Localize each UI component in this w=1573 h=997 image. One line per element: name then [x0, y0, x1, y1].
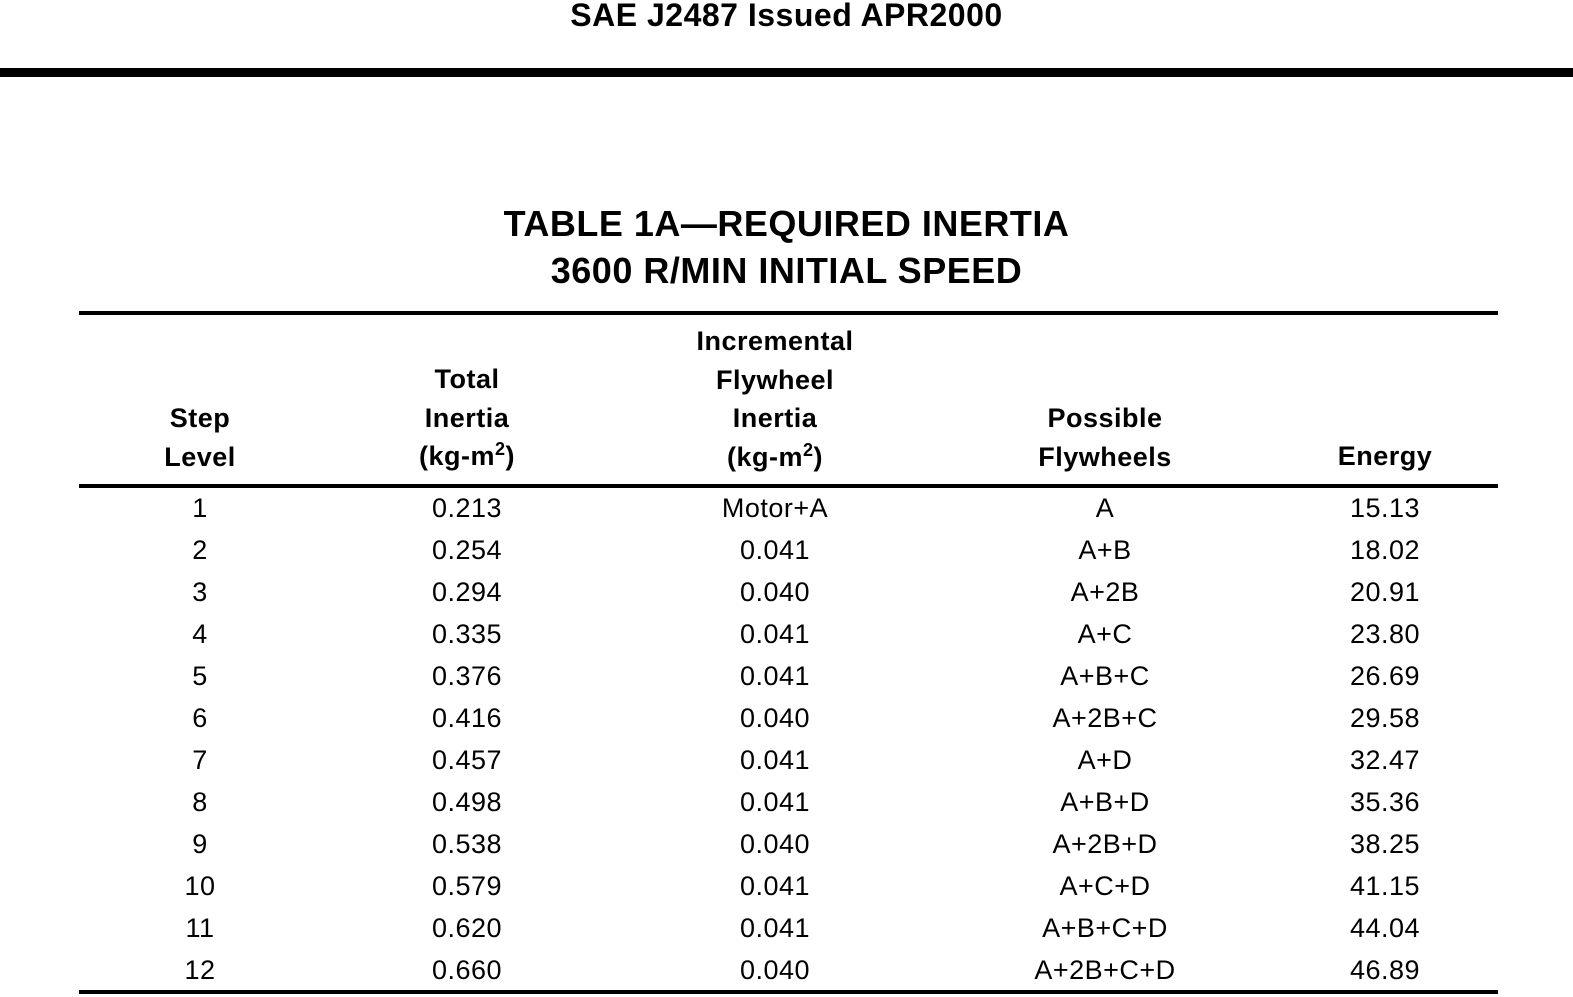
- cell-incremental-inertia: 0.041: [739, 619, 811, 649]
- table-row: [0, 529, 1573, 571]
- table-row: [0, 949, 1573, 991]
- unit-text: (kg-m: [418, 441, 495, 471]
- header-unit: [650, 438, 900, 477]
- header-line: Inertia: [732, 403, 818, 433]
- cell-step-level: 1: [192, 493, 208, 523]
- cell-energy: 44.04: [1349, 913, 1421, 943]
- unit-text: (kg-m: [726, 441, 803, 472]
- cell-total-inertia: 0.213: [431, 493, 503, 523]
- cell-incremental-inertia: 0.041: [739, 913, 811, 943]
- cell-total-inertia: 0.335: [431, 619, 503, 649]
- table-row: [0, 781, 1573, 823]
- cell-incremental-inertia: 0.041: [739, 661, 811, 691]
- table-bottom-rule: [79, 990, 1498, 994]
- cell-possible-flywheels: A+C: [1077, 619, 1133, 649]
- cell-incremental-inertia: Motor+A: [721, 493, 829, 523]
- cell-energy: 15.13: [1349, 493, 1421, 523]
- cell-possible-flywheels: A+2B+C: [1052, 703, 1158, 733]
- cell-possible-flywheels: A+2B: [1070, 577, 1140, 607]
- cell-incremental-inertia: 0.041: [739, 535, 811, 565]
- header-unit: [367, 437, 567, 476]
- cell-possible-flywheels: A+2B+D: [1052, 829, 1158, 859]
- cell-total-inertia: 0.660: [431, 955, 503, 985]
- header-line: Flywheels: [1038, 441, 1172, 472]
- cell-incremental-inertia: 0.040: [739, 955, 811, 985]
- table-subtitle: 3600 R/MIN INITIAL SPEED: [550, 250, 1023, 291]
- cell-energy: 29.58: [1349, 703, 1421, 733]
- cell-possible-flywheels: A+B+C: [1060, 661, 1150, 691]
- document-header: SAE J2487 Issued APR2000: [570, 0, 1003, 33]
- column-header-possible-flywheels: [980, 399, 1230, 476]
- cell-energy: 18.02: [1349, 535, 1421, 565]
- cell-incremental-inertia: 0.041: [739, 871, 811, 901]
- cell-possible-flywheels: A+C+D: [1059, 871, 1151, 901]
- cell-possible-flywheels: A+B+C+D: [1042, 913, 1168, 943]
- table-row: [0, 487, 1573, 529]
- table-row: [0, 571, 1573, 613]
- cell-possible-flywheels: A+B: [1078, 535, 1132, 565]
- table-row: [0, 907, 1573, 949]
- cell-energy: 20.91: [1349, 577, 1421, 607]
- header-rule: [0, 68, 1573, 77]
- cell-step-level: 10: [184, 871, 216, 901]
- header-line: Possible: [1047, 403, 1163, 433]
- cell-total-inertia: 0.457: [431, 745, 503, 775]
- cell-energy: 32.47: [1349, 745, 1421, 775]
- header-line: Level: [164, 441, 236, 472]
- cell-possible-flywheels: A+2B+C+D: [1034, 955, 1176, 985]
- cell-possible-flywheels: A+B+D: [1060, 787, 1150, 817]
- header-line: Flywheel: [715, 364, 835, 395]
- cell-incremental-inertia: 0.041: [739, 787, 811, 817]
- cell-incremental-inertia: 0.040: [739, 703, 811, 733]
- cell-step-level: 4: [192, 619, 208, 649]
- cell-total-inertia: 0.498: [431, 787, 503, 817]
- cell-incremental-inertia: 0.041: [739, 745, 811, 775]
- table-title: TABLE 1A—REQUIRED INERTIA: [503, 203, 1070, 244]
- cell-total-inertia: 0.376: [431, 661, 503, 691]
- column-header-energy: [1285, 437, 1485, 476]
- cell-step-level: 3: [192, 577, 208, 607]
- cell-energy: 26.69: [1349, 661, 1421, 691]
- table-row: [0, 823, 1573, 865]
- cell-possible-flywheels: A+D: [1077, 745, 1133, 775]
- cell-possible-flywheels: A: [1095, 493, 1115, 523]
- cell-step-level: 7: [192, 745, 208, 775]
- table-row: [0, 655, 1573, 697]
- header-line: Incremental: [696, 326, 854, 356]
- unit-close: ): [813, 441, 823, 472]
- cell-incremental-inertia: 0.040: [739, 577, 811, 607]
- header-line: Energy: [1337, 441, 1433, 471]
- cell-step-level: 12: [184, 955, 216, 985]
- header-line: Inertia: [424, 402, 510, 433]
- cell-total-inertia: 0.294: [431, 577, 503, 607]
- cell-step-level: 11: [185, 913, 215, 943]
- unit-superscript: 2: [494, 439, 506, 459]
- cell-energy: 46.89: [1349, 955, 1421, 985]
- cell-step-level: 5: [192, 661, 208, 691]
- unit-close: ): [505, 441, 515, 471]
- column-header-total-inertia: [367, 360, 567, 476]
- cell-energy: 35.36: [1349, 787, 1421, 817]
- cell-energy: 38.25: [1349, 829, 1421, 859]
- cell-energy: 41.15: [1349, 871, 1421, 901]
- cell-step-level: 6: [192, 703, 208, 733]
- cell-total-inertia: 0.579: [431, 871, 503, 901]
- table-row: [0, 865, 1573, 907]
- unit-superscript: 2: [802, 439, 814, 460]
- table-row: [0, 697, 1573, 739]
- column-header-incremental-inertia: [650, 322, 900, 476]
- cell-total-inertia: 0.620: [431, 913, 503, 943]
- cell-step-level: 2: [192, 535, 208, 565]
- header-line: Step: [169, 403, 231, 433]
- cell-total-inertia: 0.254: [431, 535, 503, 565]
- column-header-step-level: [100, 399, 300, 476]
- cell-total-inertia: 0.416: [431, 703, 503, 733]
- cell-step-level: 8: [192, 787, 208, 817]
- table-row: [0, 613, 1573, 655]
- cell-step-level: 9: [192, 829, 208, 859]
- cell-incremental-inertia: 0.040: [739, 829, 811, 859]
- cell-total-inertia: 0.538: [431, 829, 503, 859]
- table-body: [0, 487, 1573, 991]
- cell-energy: 23.80: [1349, 619, 1421, 649]
- table-top-rule: [79, 311, 1498, 315]
- header-line: Total: [434, 364, 500, 394]
- table-row: [0, 739, 1573, 781]
